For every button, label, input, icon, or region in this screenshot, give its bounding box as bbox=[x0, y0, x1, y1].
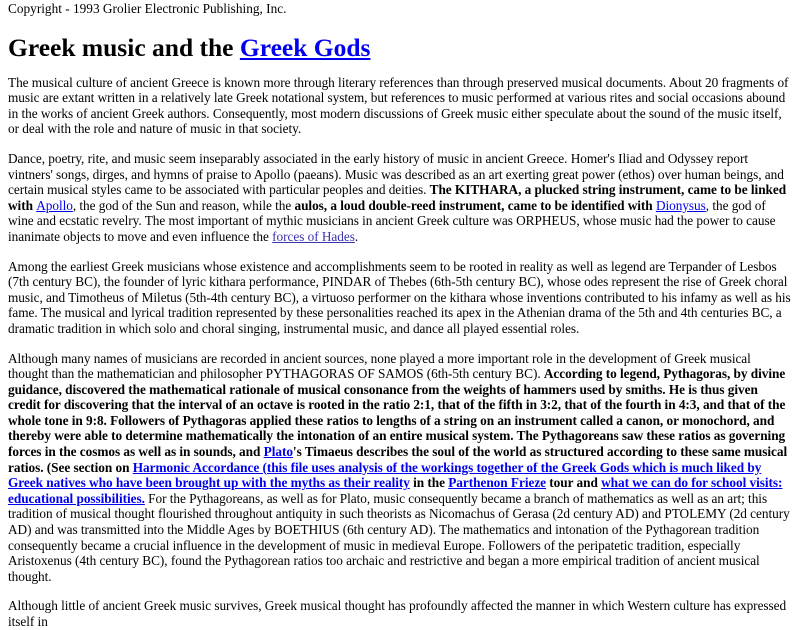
greek-gods-link[interactable]: Greek Gods bbox=[239, 32, 371, 62]
text-span: . bbox=[354, 228, 359, 244]
bold-text: in the bbox=[409, 475, 449, 491]
forces-of-hades-link[interactable]: forces of Hades bbox=[272, 228, 355, 244]
bold-text: aulos, a loud double-reed instrument, came to be identified with bbox=[294, 197, 656, 213]
text-span: , the god of wine and ecstatic revelry. The most important of mythic musicians in ancient Greek culture was ORPHEUS, whose music had the power to cause inanimate objects to move and even influence the bbox=[8, 197, 776, 244]
bold-text: tour and bbox=[546, 475, 602, 491]
text-span: , the god of the Sun and reason, while the bbox=[72, 197, 295, 213]
apollo-link[interactable]: Apollo bbox=[36, 197, 73, 213]
bold-text: According to legend, Pythagoras, by divine guidance, discovered the mathematical rationale of musical consonance from the weights of hammers used by smiths. He is thus given credit for discovering that the interval of an octave is rooted in the ratio 2:1, that of the fifth in 3:2, that of the fourth in 4:3, and that of the whole tone in 9:8. Followers of Pythagoras applied these ratios to lengths of a string on an instrument called a canon, or monochord, and thereby were able to determine mathematically the intonation of an entire musical system. The Pythagoreans saw these ratios as governing forces in the cosmos as well as in sounds, and bbox=[8, 366, 786, 460]
copyright-notice: Copyright - 1993 Grolier Electronic Publishing, Inc. bbox=[8, 1, 287, 16]
paragraph-intro: The musical culture of ancient Greece is known more through literary references than through preserved musical documents. About 20 fragments of music are extant written in a relatively late Greek notational system, but references to music performed at various rites and social occasions abound in the works of ancient Greek authors. Consequently, most modern discussions of Greek music either speculate about the sound of the music itself, or deal with the role and nature of music in that society. bbox=[8, 74, 789, 137]
harmonic-accordance-link[interactable]: Harmonic Accordance (this file uses analysis of the workings together of the Greek Gods which is much liked by Greek natives who have been brought up with the myths as their reality bbox=[8, 459, 762, 491]
text-span: Although many names of musicians are recorded in ancient sources, none played a more important role in the development of Greek musical thought than the mathematician and philosopher PYTHAGORAS OF SAMOS (6th-5th century BC). bbox=[8, 350, 751, 382]
paragraph-earliest-musicians: Among the earliest Greek musicians whose existence and accomplishments seem to be rooted in reality as well as legend are Terpander of Lesbos (7th century BC), the founder of lyric kithara performance, PINDAR of Thebes (6th-5th century BC), whose odes represent the rise of Greek choral music, and Timotheus of Miletus (5th-4th century BC), a virtuoso performer on the kithara whose inventions contributed to his infamy as well as his fame. The musical and lyrical tradition represented by these personalities reached its apex in the Athenian drama of the 5th and 4th centuries BC, a dramatic tradition in which solo and choral singing, instrumental music, and dance all played essential roles. bbox=[8, 258, 791, 336]
paragraph-dance-poetry bbox=[8, 151, 792, 245]
bold-text: 's Timaeus describes the soul of the world as structured according to these same musical ratios. (See section on bbox=[8, 444, 788, 475]
text-span: For the Pythagoreans, as well as for Plato, music consequently became a branch of mathematics as well as an art; this tradition of musical thought flourished throughout antiquity in such theorists as Nicomachus of Gerasa (2d century AD) and PTOLEMY (2d century AD) and was transmitted into the Middle Ages by BOETHIUS (6th century AD). The mathematics and intonation of the Pythagorean tradition consequently became a crucial influence in the development of music in medieval Europe. Followers of the peripatetic tradition, especially Aristoxenus (4th century BC), found the Pythagorean ratios too archaic and restrictive and began a more empirical tradition of ancient musical thought. bbox=[8, 490, 790, 584]
plato-link[interactable]: Plato bbox=[263, 444, 293, 460]
bold-text: The KITHARA, a plucked string instrument, came to be linked with bbox=[8, 182, 787, 213]
parthenon-frieze-link[interactable]: Parthenon Frieze bbox=[448, 475, 547, 491]
paragraph-pythagoras bbox=[8, 351, 792, 585]
text-span: Dance, poetry, rite, and music seem inseparably associated in the early history of music in ancient Greece. Homer's Iliad and Odyssey report vintners' songs, dirges, and hymns of praise to Apollo (paeans). Music was described as an art exerting great power (ethos) over human beings, and certain musical styles came to be associated with particular peoples and deities. bbox=[8, 150, 784, 198]
school-visits-link[interactable]: what we can do for school visits: educational possibilities. bbox=[8, 475, 783, 506]
paragraph-legacy: Although little of ancient Greek music survives, Greek musical thought has profoundly affected the manner in which Western culture has expressed itself in bbox=[8, 598, 787, 629]
dionysus-link[interactable]: Dionysus bbox=[655, 197, 706, 213]
page-title bbox=[8, 33, 792, 63]
page-title-text: Greek music and the bbox=[8, 32, 240, 62]
